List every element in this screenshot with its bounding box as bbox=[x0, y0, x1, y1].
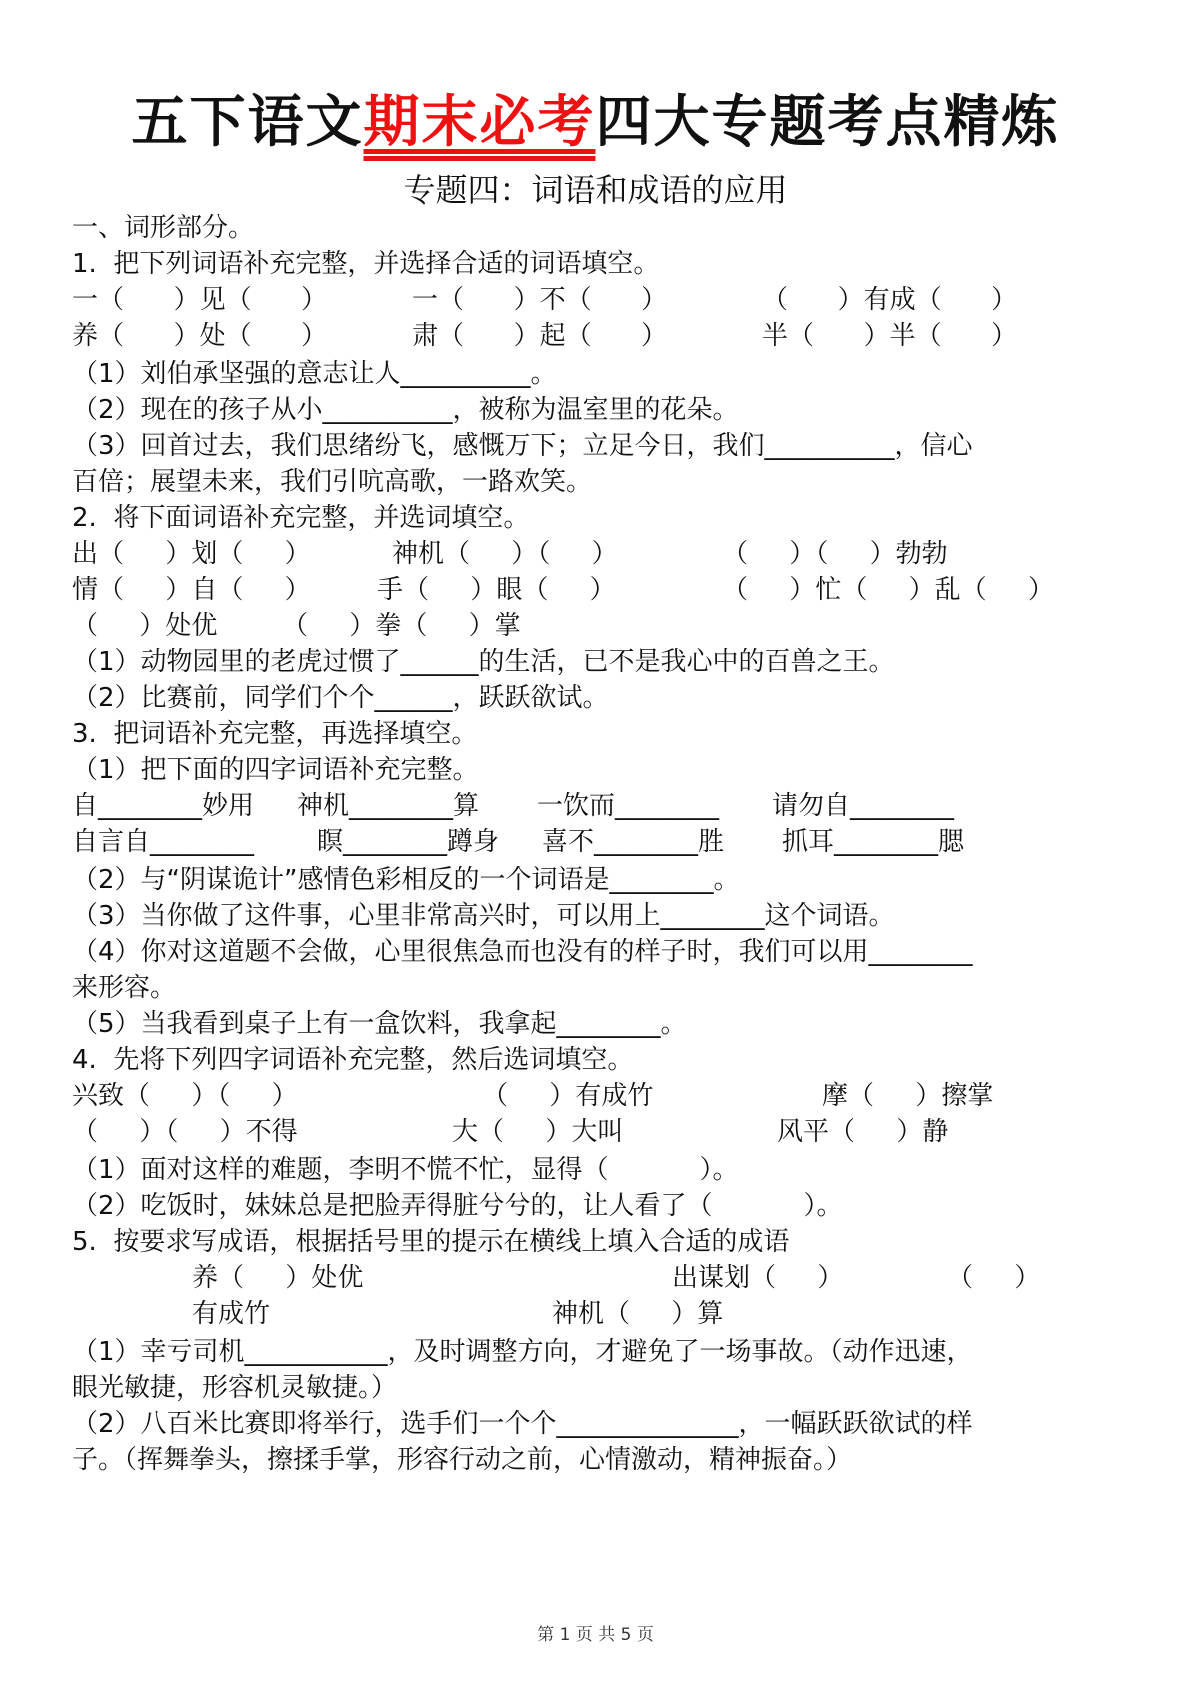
word-blank: （ ）拳（ ）掌 bbox=[282, 611, 521, 641]
question-4-prompt: 4. 先将下列四字词语补充完整，然后选词填空。 bbox=[72, 1045, 634, 1075]
word-blank: 抓耳________腮 bbox=[782, 827, 965, 857]
word-blank: （ ）（ ）勃勃 bbox=[722, 539, 948, 569]
q5-item-1: （1）幸亏司机___________，及时调整方向，才避免了一场事故。（动作迅速， bbox=[72, 1337, 973, 1367]
word-blank: （ ）有成竹 bbox=[482, 1081, 654, 1111]
word-blank: 自言自________ bbox=[72, 827, 255, 857]
q3-sub-1: （1）把下面的四字词语补充完整。 bbox=[72, 755, 479, 785]
q1-item-3-cont: 百倍；展望未来，我们引吭高歌，一路欢笑。 bbox=[72, 467, 593, 497]
question-3-prompt: 3. 把词语补充完整，再选择填空。 bbox=[72, 719, 478, 749]
q1-item-3: （3）回首过去，我们思绪纷飞，感慨万下；立足今日，我们__________，信心 bbox=[72, 431, 973, 461]
section-heading: 一、词形部分。 bbox=[72, 213, 255, 243]
word-blank: （ ） bbox=[947, 1263, 1041, 1293]
question-1-prompt: 1. 把下列词语补充完整，并选择合适的词语填空。 bbox=[72, 249, 660, 279]
word-blank: 神机（ ）（ ） bbox=[392, 539, 618, 569]
word-blank: 养（ ）处优 bbox=[192, 1263, 364, 1293]
word-blank: （ ）（ ）不得 bbox=[72, 1117, 298, 1147]
word-blank: 肃（ ）起（ ） bbox=[412, 321, 668, 351]
word-blank: 出（ ）划（ ） bbox=[72, 539, 311, 569]
word-blank: （ ）处优 bbox=[72, 611, 218, 641]
word-blank: 兴致（ ）（ ） bbox=[72, 1081, 298, 1111]
q3-item-2: （2）与“阴谋诡计”感情色彩相反的一个词语是________。 bbox=[72, 865, 740, 895]
question-2-prompt: 2. 将下面词语补充完整，并选词填空。 bbox=[72, 503, 530, 533]
word-blank: 一（ ）见（ ） bbox=[72, 285, 328, 315]
q5-item-2: （2）八百米比赛即将举行，选手们一个个______________，一幅跃跃欲试的样 bbox=[72, 1409, 973, 1439]
word-blank: 风平（ ）静 bbox=[777, 1117, 949, 1147]
word-blank: 出谋划（ ） bbox=[672, 1263, 844, 1293]
q1-item-1: （1）刘伯承坚强的意志让人__________。 bbox=[72, 359, 557, 389]
page-number: 第 1 页 共 5 页 bbox=[537, 1625, 654, 1645]
page-title bbox=[0, 88, 1191, 158]
word-blank: 情（ ）自（ ） bbox=[72, 575, 311, 605]
word-blank: 神机________算 bbox=[297, 791, 480, 821]
q2-item-2: （2）比赛前，同学们个个______，跃跃欲试。 bbox=[72, 683, 609, 713]
q3-item-4: （4）你对这道题不会做，心里很焦急而也没有的样子时，我们可以用________ bbox=[72, 937, 973, 967]
word-blank: 请勿自________ bbox=[772, 791, 955, 821]
q5-item-2-cont: 子。（挥舞拳头，擦揉手掌，形容行动之前，心情激动，精神振奋。） bbox=[72, 1445, 853, 1475]
word-blank: 摩（ ）擦掌 bbox=[822, 1081, 994, 1111]
word-blank: 一（ ）不（ ） bbox=[412, 285, 668, 315]
word-blank: 半（ ）半（ ） bbox=[762, 321, 1018, 351]
word-blank: 一饮而________ bbox=[537, 791, 720, 821]
word-blank: 有成竹 bbox=[192, 1299, 271, 1329]
word-blank: （ ）忙（ ）乱（ ） bbox=[722, 575, 1054, 605]
word-blank: 瞑________蹲身 bbox=[317, 827, 500, 857]
page-subtitle: 专题四：词语和成语的应用 bbox=[403, 171, 788, 209]
word-blank: 大（ ）大叫 bbox=[452, 1117, 624, 1147]
q3-item-4-cont: 来形容。 bbox=[72, 973, 177, 1003]
title-post: 四大专题考点精炼 bbox=[595, 90, 1060, 155]
q4-item-2: （2）吃饭时，妹妹总是把脸弄得脏兮兮的，让人看了（ ）。 bbox=[72, 1191, 843, 1221]
word-blank: （ ）有成（ ） bbox=[762, 285, 1018, 315]
question-5-prompt: 5. 按要求写成语，根据括号里的提示在横线上填入合适的成语 bbox=[72, 1227, 790, 1257]
q5-item-1-cont: 眼光敏捷，形容机灵敏捷。） bbox=[72, 1373, 398, 1403]
q1-item-2: （2）现在的孩子从小__________，被称为温室里的花朵。 bbox=[72, 395, 739, 425]
q2-item-1: （1）动物园里的老虎过惯了______的生活，已不是我心中的百兽之王。 bbox=[72, 647, 895, 677]
word-blank: 手（ ）眼（ ） bbox=[377, 575, 616, 605]
word-blank: 喜不________胜 bbox=[542, 827, 725, 857]
q3-item-3: （3）当你做了这件事，心里非常高兴时，可以用上________这个词语。 bbox=[72, 901, 895, 931]
title-pre: 五下语文 bbox=[131, 90, 364, 155]
word-blank: 养（ ）处（ ） bbox=[72, 321, 328, 351]
word-blank: 神机（ ）算 bbox=[552, 1299, 724, 1329]
word-blank: 自________妙用 bbox=[72, 791, 255, 821]
q3-item-5: （5）当我看到桌子上有一盒饮料，我拿起________。 bbox=[72, 1009, 687, 1039]
title-highlight: 期末必考 bbox=[363, 90, 596, 155]
q4-item-1: （1）面对这样的难题，李明不慌不忙，显得（ ）。 bbox=[72, 1155, 739, 1185]
